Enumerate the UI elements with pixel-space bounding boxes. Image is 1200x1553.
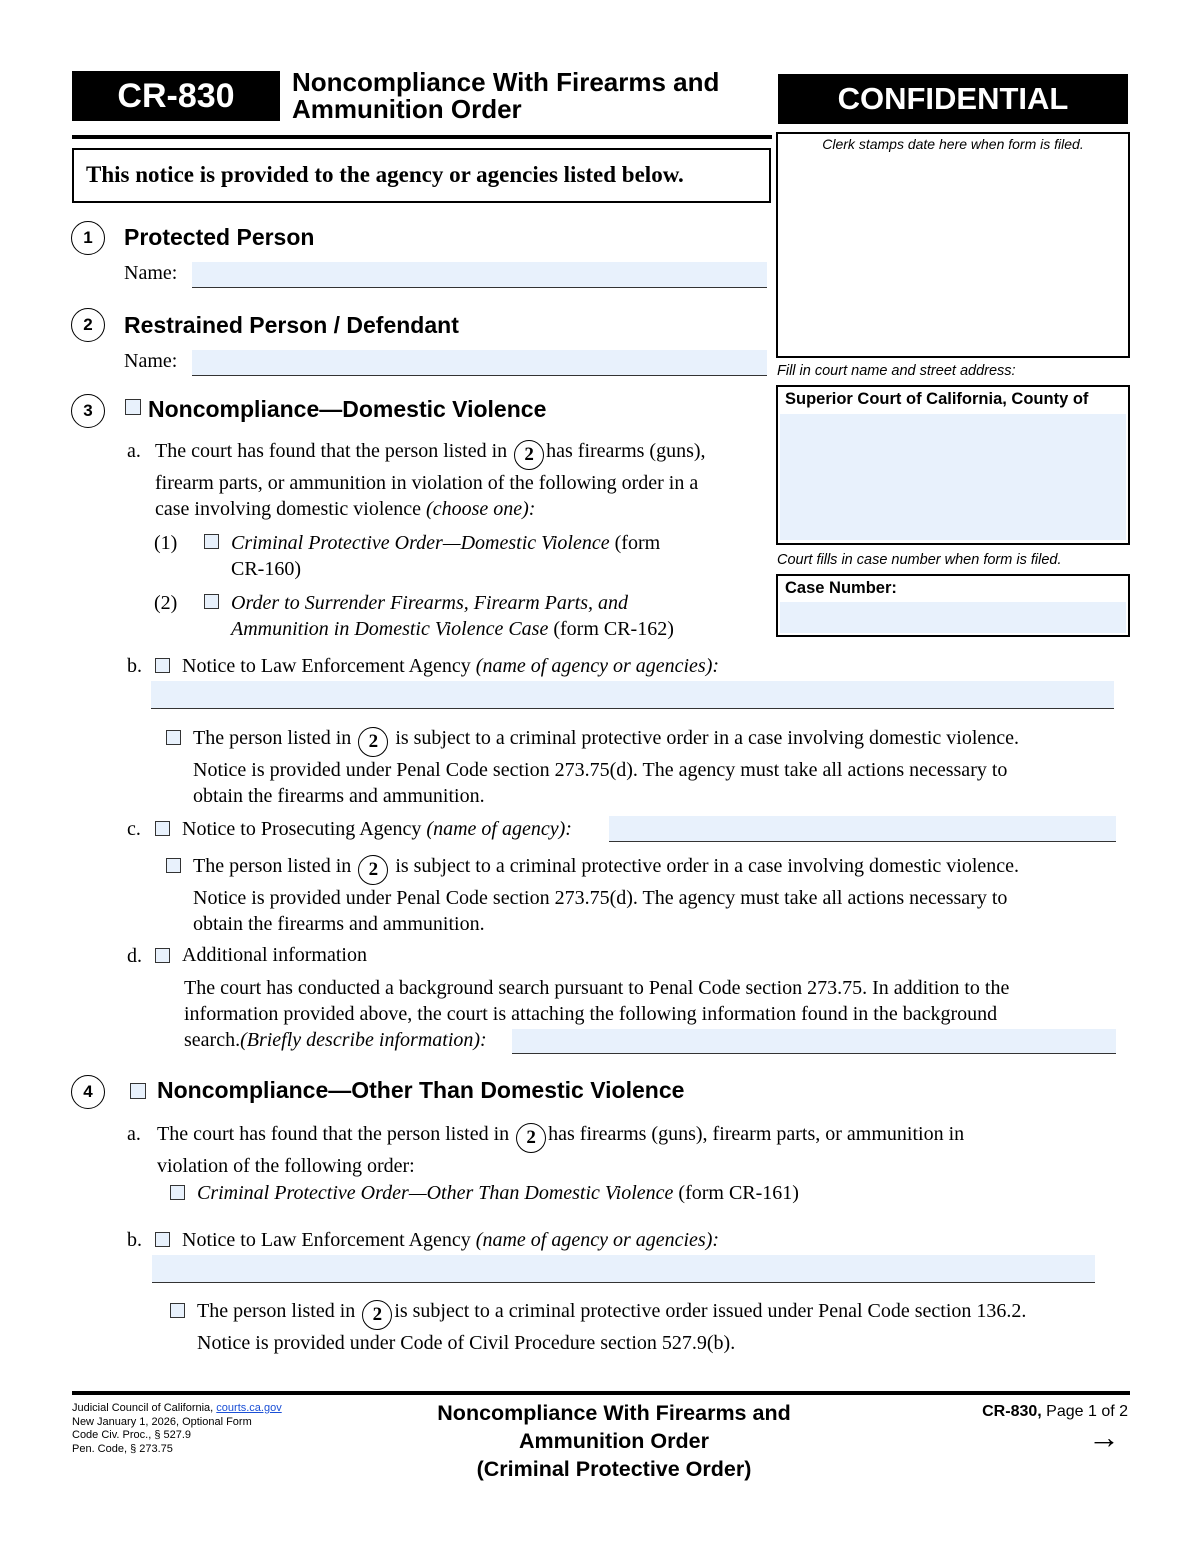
s3c-label: Notice to Prosecuting Agency (name of agency): [182,818,572,840]
ref-2-circle: 2 [514,440,544,470]
s4a-text: The court has found that the person listed in 2 has firearms (guns), firearm parts, or ammunition in violation of the following order: [157,1123,965,1177]
s4b-sub-text: The person listed in 2 is subject to a criminal protective order issued under Penal Code section 136.2. Notice is provided under Code of Civil Procedure section 527.9(b). [197,1300,1027,1354]
court-name-label: Superior Court of California, County of [785,390,1089,408]
s3c-checkbox[interactable] [155,821,170,836]
section-1-number: 1 [71,221,105,255]
s3a-option-1-number: (1) [154,532,178,554]
section-3-checkbox[interactable] [125,399,141,415]
s3a-option-1-checkbox[interactable] [204,534,219,549]
case-number-hint: Court fills in case number when form is filed. [777,552,1062,568]
section-4-title: Noncompliance—Other Than Domestic Violence [157,1077,685,1103]
s3d-info-field[interactable] [512,1029,1116,1054]
s3d-letter: d. [127,945,142,967]
s3d-paragraph: The court has conducted a background search pursuant to Penal Code section 273.75. In addition to the information provided above, the court is attaching the following information found in the background search.(Briefly describe information): [184,977,1010,1051]
header-rule [72,135,772,139]
s3a-letter: a. [127,440,141,462]
s4b-label: Notice to Law Enforcement Agency (name of agency or agencies): [182,1229,720,1251]
ref-2-circle: 2 [358,727,388,757]
s3a-text: The court has found that the person listed in 2 has firearms (guns), firearm parts, or ammunition in violation of the following order in a case involving domestic violence (choose one): [155,440,706,520]
s3b-checkbox[interactable] [155,658,170,673]
ref-2-circle: 2 [516,1123,546,1153]
s3d-checkbox[interactable] [155,948,170,963]
s3c-sub-checkbox[interactable] [166,858,181,873]
s4b-checkbox[interactable] [155,1232,170,1247]
s3a-option-2-checkbox[interactable] [204,594,219,609]
s4b-agency-field[interactable] [152,1255,1095,1283]
ref-2-circle: 2 [362,1300,392,1330]
s3c-agency-field[interactable] [609,816,1116,842]
s3d-label: Additional information [182,944,367,966]
footer-rule [72,1391,1130,1395]
court-address-hint: Fill in court name and street address: [777,363,1016,379]
s3b-sub-checkbox[interactable] [166,730,181,745]
case-number-field[interactable] [780,602,1126,633]
s3a-option-2-number: (2) [154,592,178,614]
s4a-letter: a. [127,1123,141,1145]
footer-left: Judicial Council of California, courts.ca.gov New January 1, 2026, Optional Form Code Civ. Proc., § 527.9 Pen. Code, § 273.75 [72,1402,282,1455]
restrained-name-label: Name: [124,350,178,372]
section-2-number: 2 [71,308,105,342]
case-number-box [776,574,1130,637]
section-4-checkbox[interactable] [130,1083,146,1099]
clerk-stamp-label: Clerk stamps date here when form is filed. [822,136,1084,152]
notice-box: This notice is provided to the agency or agencies listed below. [72,148,771,203]
restrained-name-field[interactable] [192,350,767,376]
s4a-option-text: Criminal Protective Order—Other Than Domestic Violence (form CR-161) [197,1182,799,1204]
section-1-title: Protected Person [124,224,315,250]
section-3-title: Noncompliance—Domestic Violence [148,396,547,422]
s3a-option-2-text: Order to Surrender Firearms, Firearm Parts, and Ammunition in Domestic Violence Case (form CR-162) [231,592,674,640]
footer-page: CR-830, Page 1 of 2 [982,1403,1128,1420]
s3b-label: Notice to Law Enforcement Agency (name of agency or agencies): [182,655,720,677]
form-title: Noncompliance With Firearms and Ammunition Order [292,67,720,124]
s3b-agency-field[interactable] [151,681,1114,709]
next-page-arrow-icon: → [1088,1419,1120,1455]
form-id-badge [72,71,280,121]
ref-2-circle: 2 [358,855,388,885]
section-4-number: 4 [71,1075,105,1109]
s4b-sub-checkbox[interactable] [170,1303,185,1318]
s4b-letter: b. [127,1229,142,1251]
s3c-letter: c. [127,818,141,840]
clerk-stamp-box[interactable] [776,132,1130,358]
courts-link[interactable]: courts.ca.gov [216,1402,282,1414]
s3b-letter: b. [127,655,142,677]
protected-name-label: Name: [124,262,178,284]
s3c-sub-text: The person listed in 2 is subject to a criminal protective order in a case involving domestic violence. Notice is provided under Penal Code section 273.75(d). The agency must take all actions necessary to obtain the firearms and ammunition. [193,855,1020,935]
section-3-number: 3 [71,394,105,428]
court-name-box [776,385,1130,545]
court-address-field[interactable] [780,414,1126,540]
protected-name-field[interactable] [192,262,767,288]
s3a-option-1-text: Criminal Protective Order—Domestic Violence (form CR-160) [231,532,661,580]
case-number-label: Case Number: [785,579,897,597]
section-2-title: Restrained Person / Defendant [124,312,459,338]
form-id: CR-830 [117,76,235,115]
s4a-option-checkbox[interactable] [170,1185,185,1200]
confidential-banner: CONFIDENTIAL [778,74,1128,124]
s3b-sub-text: The person listed in 2 is subject to a criminal protective order in a case involving domestic violence. Notice is provided under Penal Code section 273.75(d). The agency must take all actions necessary to obtain the firearms and ammunition. [193,727,1020,807]
footer-title: Noncompliance With Firearms and Ammunition Order (Criminal Protective Order) [437,1401,791,1481]
